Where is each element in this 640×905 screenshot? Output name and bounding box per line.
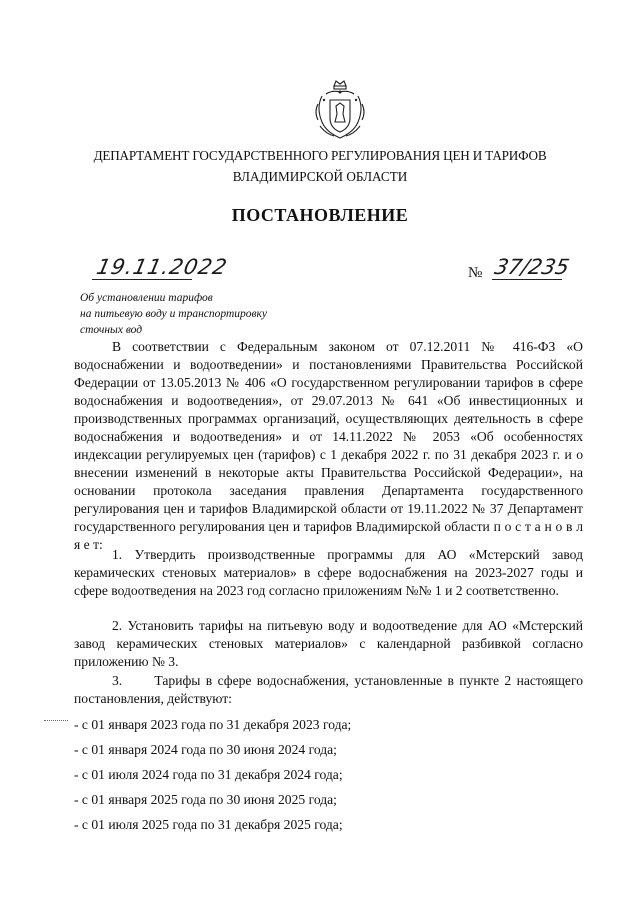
preamble-paragraph bbox=[74, 338, 583, 554]
subject-line: на питьевую воду и транспортировку bbox=[80, 308, 268, 320]
clause-1-paragraph bbox=[74, 546, 583, 600]
subject-line: Об установлении тарифов bbox=[80, 292, 213, 304]
department-name-line2: ВЛАДИМИРСКОЙ ОБЛАСТИ bbox=[232, 169, 408, 184]
list-item: - с 01 января 2023 года по 31 декабря 2023 года; bbox=[74, 717, 352, 732]
clause-2-text: 2. Установить тарифы на питьевую воду и водоотведение для АО «Мстерский завод керамических стеновых материалов» с календарной разбивкой согласно приложению № 3. bbox=[74, 618, 583, 669]
list-item: - с 01 января 2025 года по 30 июня 2025 года; bbox=[74, 792, 337, 807]
document-subject bbox=[80, 290, 267, 338]
tariff-periods-list bbox=[74, 712, 351, 837]
department-name-line1: ДЕПАРТАМЕНТ ГОСУДАРСТВЕННОГО РЕГУЛИРОВАНИЯ ЦЕН И ТАРИФОВ bbox=[93, 148, 547, 163]
clause-2-paragraph bbox=[74, 617, 583, 671]
number-underline bbox=[492, 279, 562, 280]
date-underline bbox=[92, 279, 192, 280]
list-item: - с 01 июля 2025 года по 31 декабря 2025 года; bbox=[74, 817, 343, 832]
coat-of-arms-emblem bbox=[312, 78, 368, 142]
clause-1-text: 1. Утвердить производственные программы для АО «Мстерский завод керамических стеновых материалов» в сфере водоснабжения на 2023-2027 годы и сфере водоотведения на 2023 год согласно приложениям №№ 1 и 2 соответственно. bbox=[74, 547, 583, 598]
document-title: ПОСТАНОВЛЕНИЕ bbox=[231, 205, 409, 225]
document-date: 19.11.2022 bbox=[94, 255, 230, 279]
list-item: - с 01 июля 2024 года по 31 декабря 2024 года; bbox=[74, 767, 343, 782]
clause-3-paragraph bbox=[74, 672, 587, 708]
list-item: - с 01 января 2024 года по 30 июня 2024 года; bbox=[74, 742, 337, 757]
preamble-text: В соответствии с Федеральным законом от 07.12.2011 № 416-ФЗ «О водоснабжении и водоотведении» и постановлениями Правительства Российской Федерации от 13.05.2013 № 406 «О государственном регулировании тарифов в сфере водоснабжения и водоотведения», от 29.07.2013 № 641 «Об инвестиционных и производственных программах организаций, осуществляющих деятельность в сфере водоснабжения и водоотведения» и от 14.11.2022 № 2053 «Об особенностях индексации регулируемых цен (тарифов) с 1 декабря 2022 г. по 31 декабря 2023 г. и о внесении изменений в некоторые акты Правительства Российской Федерации», на основании протокола заседания правления Департамента государственного регулирования цен и тарифов Владимирской области от 19.11.2022 № 37 Департамент государственного регулирования цен и тарифов Владимирской области bbox=[74, 339, 583, 534]
subject-line: сточных вод bbox=[80, 324, 143, 336]
clause-3-text: 3. Тарифы в сфере водоснабжения, установленные в пункте 2 настоящего постановления, действуют: bbox=[74, 673, 587, 706]
resolves-word: п о с т а н о в л я е т: bbox=[74, 519, 584, 552]
margin-dotted-mark bbox=[44, 720, 68, 721]
document-number: 37/235 bbox=[492, 255, 572, 279]
number-label: № bbox=[468, 265, 483, 281]
